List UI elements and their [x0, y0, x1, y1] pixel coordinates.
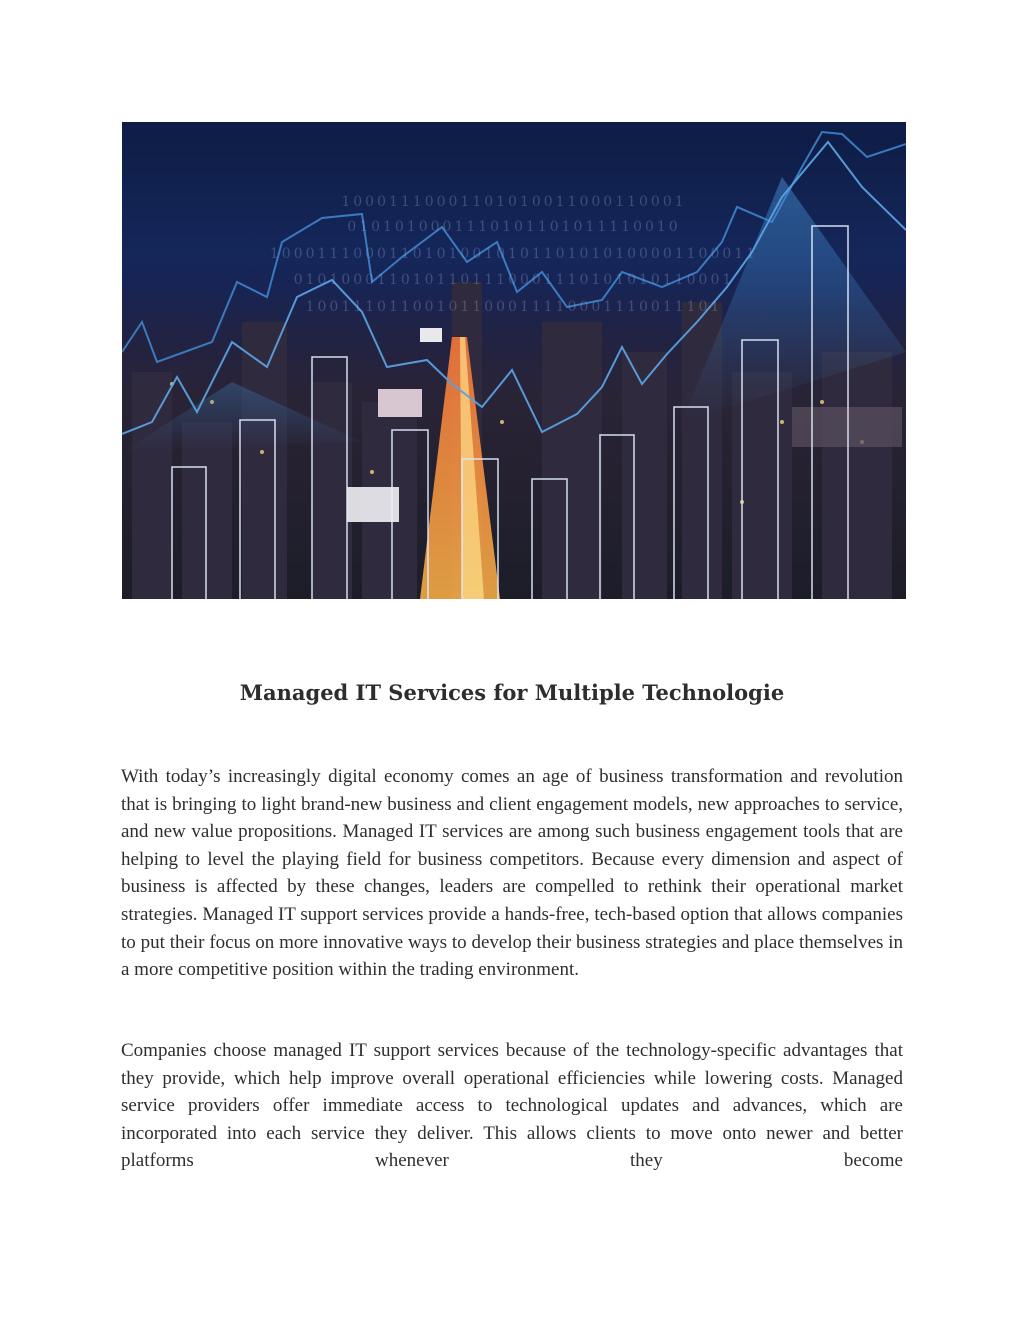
hero-image [122, 122, 906, 599]
binary-digits-row: 10001110001101010011000110001 [341, 194, 687, 210]
binary-digits-row: 0101000110101101110001110101010110001 [293, 272, 735, 288]
binary-digits-row: 0101010001110101101011110010 [347, 219, 681, 235]
article-title: Managed IT Services for Multiple Technologie [239, 680, 785, 705]
binary-digits-row: 10011101100101100011110001110011101 [305, 299, 723, 315]
binary-digits-row: 10001110001101010010101101010100001100011 [269, 246, 759, 262]
article-paragraph: Companies choose managed IT support services because of the technology-specific advantages that they provide, which help improve overall operational efficiencies while lowering costs. Managed service providers offer immediate access to technological updates and advances, which are incorporated into each service they deliver. This allows clients to move onto newer and better platforms whenever they become [121, 1040, 903, 1172]
article-paragraph: With today’s increasingly digital economy comes an age of business transformation and revolution that is bringing to light brand-new business and client engagement models, new approaches to service, and new value propositions. Managed IT services are among such business engagement tools that are helping to level the playing field for business competitors. Because every dimension and aspect of business is affected by these changes, leaders are compelled to rethink their operational market strategies. Managed IT support services provide a hands-free, tech-based option that allows companies to put their focus on more innovative ways to develop their business strategies and place themselves in a more competitive position within the trading environment. [121, 766, 903, 981]
